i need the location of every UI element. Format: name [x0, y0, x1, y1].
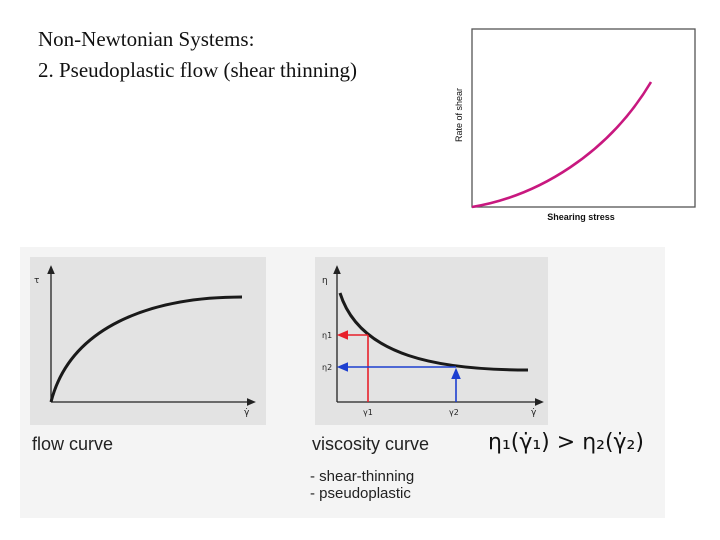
flow-curve-caption: flow curve [32, 434, 114, 454]
notes-list [310, 468, 414, 502]
eta1-label: η1 [322, 331, 333, 340]
eta2-label: η2 [322, 363, 333, 372]
flow-x-label: γ̇ [244, 408, 250, 418]
flow-y-label: τ [34, 276, 40, 286]
gamma1-label: γ1 [363, 408, 373, 417]
title-line-1: Non-Newtonian Systems: [38, 27, 255, 51]
slide-title [38, 24, 357, 86]
chart-frame [472, 29, 695, 207]
note-item: - shear-thinning [310, 468, 415, 485]
visc-x-label: γ̇ [531, 408, 537, 418]
viscosity-curve-caption: viscosity curve [312, 434, 430, 454]
y-axis-label: Rate of shear [454, 87, 464, 142]
gamma2-label: γ2 [449, 408, 459, 417]
viscosity-inequality: η₁(γ̇₁) > η₂(γ̇₂) [488, 430, 644, 455]
rate-vs-stress-chart [448, 24, 700, 228]
visc-y-label: η [322, 276, 328, 286]
rheology-figure [20, 247, 665, 518]
flow-curve-line [51, 297, 242, 402]
note-item: - pseudoplastic [310, 485, 411, 502]
x-axis-label: Shearing stress [547, 212, 615, 222]
title-line-2: 2. Pseudoplastic flow (shear thinning) [38, 58, 358, 82]
